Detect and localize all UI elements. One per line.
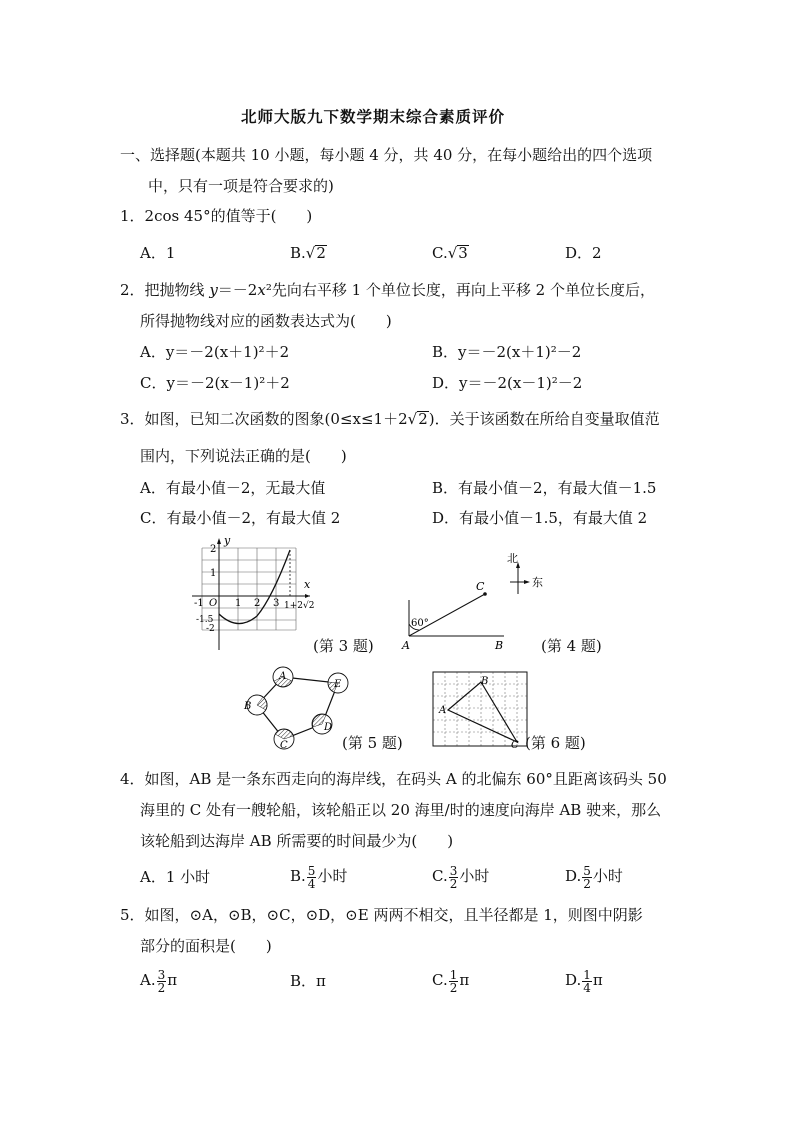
q4-option-c-den: 2 — [449, 876, 458, 891]
figure-4-label-b: B — [495, 639, 504, 650]
q5-option-d — [565, 962, 603, 998]
q3-option-a: A．有最小值－2，无最大值 — [140, 479, 326, 497]
q3-stem-part-b: )．关于该函数在所给自变量取值范 — [428, 410, 660, 428]
q4-option-d-num: 5 — [583, 863, 591, 878]
q2-option-a: A．y＝－2(x＋1)²＋2 — [140, 343, 290, 361]
q1-option-d: D．2 — [565, 244, 602, 262]
figure-3-y-arrow-icon — [217, 538, 221, 544]
q5-option-c-prefix: C. — [432, 971, 448, 989]
q3-stem-radicand: 2 — [418, 410, 428, 428]
q3-option-b: B．有最小值－2，有最大值－1.5 — [432, 479, 657, 497]
q4-option-b-fraction — [307, 865, 317, 890]
q1-option-c-radicand: 3 — [458, 244, 468, 262]
q4-option-a: A．1 小时 — [140, 868, 211, 886]
q2-stem-line2: 所得抛物线对应的函数表达式为( ) — [140, 312, 392, 330]
q5-option-a-fraction — [157, 969, 167, 994]
figure-5-circles — [236, 663, 356, 753]
figure-6-caption: (第 6 题) — [525, 734, 586, 752]
figure-4-east-label: 东 — [532, 576, 543, 589]
q5-option-a-pi: π — [167, 971, 178, 989]
q3-option-c: C．有最小值－2，有最大值 2 — [140, 509, 341, 527]
q5-option-d-num: 1 — [583, 967, 591, 982]
q5-option-c — [432, 962, 469, 998]
figure-4-bearing — [400, 548, 552, 650]
section1-line1: 一、选择题(本题共 10 小题，每小题 4 分，共 40 分，在每小题给出的四个选项 — [120, 146, 653, 164]
q2-stem-var-x: x — [257, 281, 266, 299]
q5-option-a — [140, 962, 177, 998]
figure-3-graph — [192, 536, 322, 652]
figure-4-label-a: A — [402, 639, 410, 650]
q2-option-d: D．y＝－2(x－1)²－2 — [432, 374, 583, 392]
figure-3-parabola — [219, 550, 290, 624]
q4-option-b-prefix: B. — [290, 867, 306, 885]
q5-option-b: B．π — [290, 972, 326, 990]
figure-3-origin: O — [209, 598, 218, 609]
q5-option-a-num: 3 — [157, 967, 166, 982]
q2-option-c: C．y＝－2(x－1)²＋2 — [140, 374, 290, 392]
section1-line2: 中，只有一项是符合要求的) — [148, 177, 334, 195]
q5-option-c-num: 1 — [449, 967, 458, 982]
q5-option-d-den: 4 — [583, 980, 591, 995]
q1-option-b: B.√2 — [290, 244, 326, 262]
q5-stem-line2: 部分的面积是( ) — [140, 937, 272, 955]
q4-stem-line2: 海里的 C 处有一艘轮船，该轮船正以 20 海里/时的速度向海岸 AB 驶来，那么 — [140, 801, 662, 819]
q2-option-b: B．y＝－2(x＋1)²－2 — [432, 343, 582, 361]
q2-stem-part-e: ²先向右平移 1 个单位长度，再向上平移 2 个单位长度后， — [265, 281, 655, 299]
q1-option-a: A．1 — [140, 244, 176, 262]
figure-3-end-label: 1+2√2 — [284, 601, 315, 611]
figure-3-tick-y-4: -2 — [206, 624, 215, 634]
figure-6-label-b: B — [481, 676, 489, 687]
q4-stem-line1: 4．如图，AB 是一条东西走向的海岸线，在码头 A 的北偏东 60°且距离该码头 50 — [120, 770, 667, 788]
q5-option-c-fraction — [449, 969, 459, 994]
figure-4-label-c: C — [476, 580, 485, 593]
figure-5-label-d: D — [324, 722, 333, 733]
figure-5-label-a: A — [279, 671, 287, 682]
figure-3-caption: (第 3 题) — [313, 637, 374, 655]
q5-option-c-pi: π — [459, 971, 470, 989]
figure-6-label-a: A — [439, 705, 447, 716]
q4-stem-line3: 该轮船到达海岸 AB 所需要的时间最少为( ) — [140, 832, 454, 850]
figure-3-tick-x-2: 1 — [235, 598, 242, 609]
figure-5-label-c: C — [280, 740, 288, 751]
q4-option-d-prefix: D. — [565, 867, 582, 885]
q1-stem: 1．2cos 45°的值等于( ) — [120, 207, 313, 225]
q2-stem-var-y: y — [209, 281, 218, 299]
q4-option-b-unit: 小时 — [317, 867, 348, 885]
q4-option-c-num: 3 — [449, 863, 458, 878]
figure-5-label-b: B — [244, 701, 252, 712]
figure-4-caption: (第 4 题) — [541, 637, 602, 655]
figure-4-angle-label: 60° — [411, 618, 429, 629]
figure-3-tick-y-2: 1 — [210, 568, 217, 579]
q4-option-c — [432, 858, 489, 894]
q1-option-c-prefix: C. — [432, 244, 448, 262]
q3-stem-line1: 3．如图，已知二次函数的图象(0≤x≤1＋2√2)．关于该函数在所给自变量取值范 — [120, 410, 660, 428]
q3-stem-part-a: 3．如图，已知二次函数的图象(0≤x≤1＋2 — [120, 410, 408, 428]
q4-option-c-prefix: C. — [432, 867, 448, 885]
q1-option-b-prefix: B. — [290, 244, 306, 262]
figure-3-tick-x-3: 2 — [254, 598, 261, 609]
figure-3-x-label: x — [304, 578, 311, 591]
q4-option-c-unit: 小时 — [459, 867, 490, 885]
q5-option-d-prefix: D. — [565, 971, 582, 989]
q4-option-b-den: 4 — [307, 876, 316, 891]
q5-option-a-prefix: A. — [140, 971, 156, 989]
q3-option-d: D．有最小值－1.5，有最大值 2 — [432, 509, 648, 527]
q1-option-b-radicand: 2 — [316, 244, 326, 262]
q2-stem-line1 — [120, 281, 655, 299]
figure-4-east-arrow-icon — [524, 580, 530, 584]
q5-option-d-fraction — [582, 969, 592, 994]
figure-5-label-e: E — [334, 679, 342, 690]
figure-6-triangle — [448, 682, 517, 742]
q4-option-d-unit: 小时 — [592, 867, 623, 885]
q2-stem-part-a: 2．把抛物线 — [120, 281, 210, 299]
q2-stem-part-c: ＝－2 — [217, 281, 258, 299]
q4-option-c-fraction — [449, 865, 459, 890]
q3-stem-line2: 围内，下列说法正确的是( ) — [140, 447, 347, 465]
q5-option-a-den: 2 — [157, 980, 166, 995]
page-title: 北师大版九下数学期末综合素质评价 — [241, 107, 506, 126]
q5-stem-line1: 5．如图，⊙A，⊙B，⊙C，⊙D，⊙E 两两不相交，且半径都是 1，则图中阴影 — [120, 906, 643, 924]
figure-4-bearing-line — [409, 594, 485, 636]
figure-3-tick-y-3: -1.5 — [196, 615, 214, 625]
figure-3-x-arrow-icon — [305, 594, 310, 598]
figure-5-caption: (第 5 题) — [342, 734, 403, 752]
q1-option-c: C.√3 — [432, 244, 468, 262]
figure-3-tick-y-1: 2 — [210, 544, 217, 555]
figure-3-y-label: y — [224, 536, 231, 547]
q5-option-d-pi: π — [592, 971, 603, 989]
q4-option-b-num: 5 — [307, 863, 316, 878]
figure-4-north-label: 北 — [507, 552, 518, 565]
figure-3-tick-x-4: 3 — [273, 598, 280, 609]
q4-option-d-fraction — [582, 865, 592, 890]
q4-option-b — [290, 858, 347, 894]
q4-option-d — [565, 858, 623, 894]
figure-6-label-c: C — [511, 740, 519, 750]
q4-option-d-den: 2 — [583, 876, 591, 891]
q5-option-c-den: 2 — [449, 980, 458, 995]
figure-3-tick-x-1: -1 — [194, 598, 204, 609]
figure-6-grid — [432, 670, 532, 750]
